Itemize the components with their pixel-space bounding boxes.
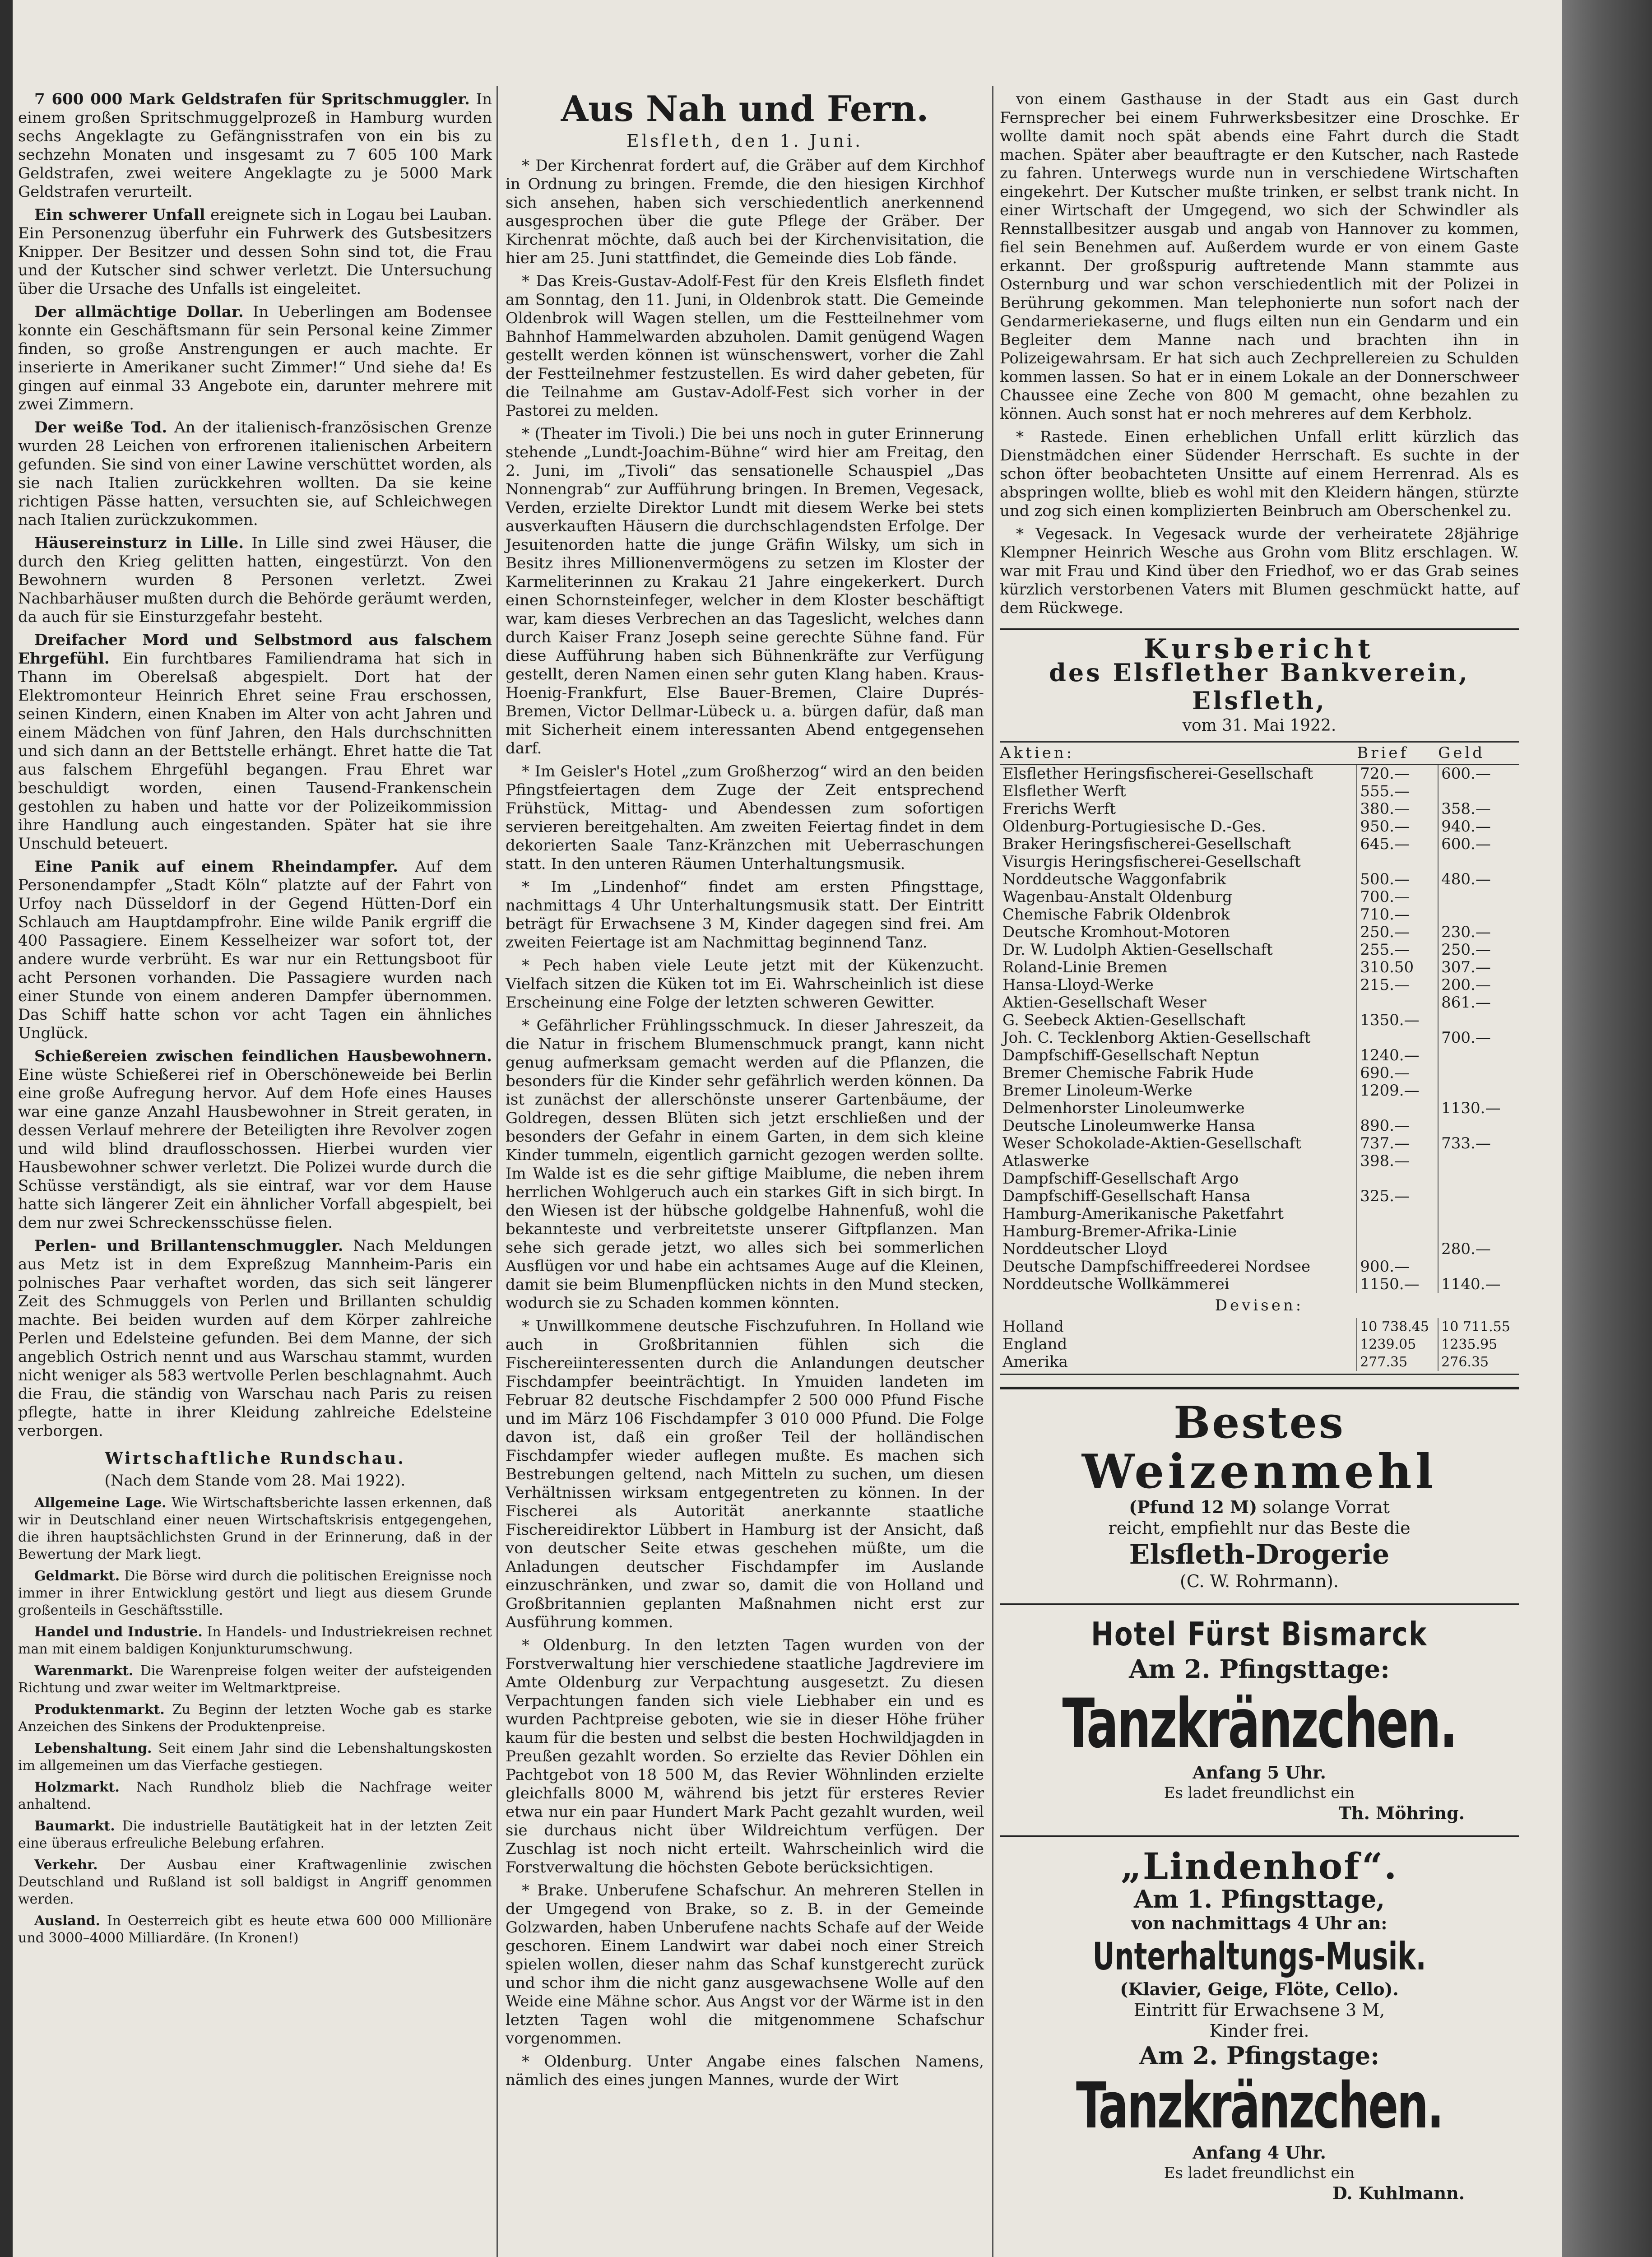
- stock-name: Frerichs Werft: [1002, 800, 1116, 818]
- review-item: [18, 1779, 492, 1813]
- stock-name: Dampfschiff-Gesellschaft Hansa: [1002, 1188, 1251, 1205]
- news-paragraph: * Im Geisler's Hotel „zum Großherzog“ wird an den beiden Pfingstfeiertagen dem Zuge der Zeit entsprechend Frühstück, Mittag- und Abendessen zum sofortigen servieren bereitgehalten. Am zweiten Feiertag findet in dem dekorierten Saale Tanz-Kränzchen mit Ueberraschungen statt. In den unteren Räumen Unterhaltungsmusik.: [506, 762, 984, 873]
- col-header-aktien: Aktien:: [1000, 742, 1357, 765]
- geld-value: [1438, 888, 1519, 906]
- table-row: [1000, 836, 1519, 853]
- ad-text: Am 1. Pfingsttage,: [1133, 1885, 1385, 1913]
- table-row: [1000, 1336, 1519, 1353]
- news-item-headline: Schießereien zwischen feindlichen Hausbewohnern.: [34, 1047, 492, 1065]
- news-item: [18, 631, 492, 853]
- brief-value: 10 738.45: [1357, 1318, 1438, 1336]
- review-item: [18, 1818, 492, 1852]
- brief-value: 1239.05: [1357, 1336, 1438, 1353]
- ad-text: (C. W. Rohrmann).: [1180, 1571, 1339, 1591]
- advert-hotel-fuerst-bismarck: [1000, 1603, 1519, 1824]
- news-item-text: Auf dem Personendampfer „Stadt Köln“ platzte auf der Fahrt von Urfoy nach Düsseldorf in der Gegend Hütten-Dorf ein Schlauch am Hauptdampfrohr. Eine wilde Panik ergriff die 400 Passagiere. Einem Kesselheizer war sofort tot, der andere wurde verbrüht. Es war nur ein Rettungsboot für acht Personen vorhanden. Die Passagiere wurden nach einer Stunde von einem anderen Dampfer übernommen. Das Schiff hatte schon vor acht Tagen ein ähnliches Unglück.: [18, 858, 492, 1042]
- stock-name: Weser Schokolade-Aktien-Gesellschaft: [1002, 1135, 1301, 1152]
- news-item-headline: Perlen- und Brillantenschmuggler.: [34, 1237, 343, 1255]
- brief-value: 255.—: [1357, 941, 1438, 959]
- news-item-headline: Eine Panik auf einem Rheindampfer.: [34, 858, 398, 876]
- ad-text: Es ladet freundlichst ein: [1164, 2164, 1355, 2182]
- review-item-text: Der Ausbau einer Kraftwagenlinie zwischen Deutschland und Rußland ist soll baldigst in Angriff genommen werden.: [18, 1857, 492, 1907]
- column-title: Aus Nah und Fern.: [561, 88, 929, 130]
- news-item-text: Ein furchtbares Familiendrama hat sich in Thann im Oberelsaß abgespielt. Dort hat der Elektromonteur Heinrich Ehret seine Frau erschossen, seinen Kindern, einen Knaben im Alter von acht Jahren und einem Mädchen von fünf Jahren, den Hals durchschnitten und sich dann an der Bettstelle erhängt. Ehret hatte die Tat aus falschem Ehrgefühl begangen. Frau Ehret war beschuldigt worden, einen Tausend-Frankenschein gestohlen zu haben und hatte vor der Polizeikommission ihre Handlung auch eingestanden. Später hat sie ihre Unschuld beteuert.: [18, 650, 492, 853]
- kursbericht-table-wrap: [1000, 741, 1519, 1375]
- review-item: [18, 1701, 492, 1736]
- brief-value: 1240.—: [1357, 1047, 1438, 1064]
- ad-text: Anfang 5 Uhr.: [1193, 1762, 1326, 1783]
- stock-name: Deutsche Kromhout-Motoren: [1002, 924, 1230, 941]
- news-paragraph: * Im „Lindenhof“ findet am ersten Pfingsttage, nachmittags 4 Uhr Unterhaltungsmusik statt. Der Eintritt beträgt für Erwachsene 3 M, Kinder dagegen sind frei. Am zweiten Feiertage ist am Nachmittag beginnend Tanz.: [506, 878, 984, 952]
- table-row: [1000, 853, 1519, 871]
- ad-headline: Tanzkränzchen.: [1062, 1685, 1457, 1763]
- table-row: [1000, 1117, 1519, 1135]
- review-item-text: In Handels- und Industriekreisen rechnet man mit einem baldigen Konjunkturumschwung.: [18, 1624, 492, 1657]
- table-row: [1000, 1047, 1519, 1064]
- geld-value: 1130.—: [1438, 1100, 1519, 1117]
- col-header-brief: Brief: [1357, 742, 1438, 765]
- stock-name: Braker Heringsfischerei-Gesellschaft: [1002, 836, 1291, 853]
- brief-value: 555.—: [1357, 783, 1438, 800]
- review-item-headline: Baumarkt.: [34, 1818, 115, 1834]
- geld-value: [1438, 1188, 1519, 1205]
- stock-name: Hamburg-Amerikanische Paketfahrt: [1002, 1205, 1284, 1223]
- geld-value: [1438, 1205, 1519, 1223]
- brief-value: 890.—: [1357, 1117, 1438, 1135]
- news-item: [18, 90, 492, 201]
- section-subheading: (Nach dem Stande vom 28. Mai 1922).: [104, 1472, 406, 1490]
- table-row: [1000, 959, 1519, 976]
- stock-name: Hamburg-Bremer-Afrika-Linie: [1002, 1223, 1237, 1240]
- geld-value: 358.—: [1438, 800, 1519, 818]
- table-row: [1000, 941, 1519, 959]
- news-item: [18, 534, 492, 627]
- table-row: [1000, 765, 1519, 783]
- review-item-headline: Produktenmarkt.: [34, 1702, 165, 1718]
- stock-name: Joh. C. Tecklenborg Aktien-Gesellschaft: [1002, 1029, 1311, 1047]
- news-paragraph: * Pech haben viele Leute jetzt mit der Kükenzucht. Vielfach sitzen die Küken tot im Ei. Wahrscheinlich ist diese Erscheinung eine Folge der letzten schweren Gewitter.: [506, 957, 984, 1012]
- geld-value: 480.—: [1438, 871, 1519, 888]
- table-row: [1000, 871, 1519, 888]
- local-news-continued: [1000, 90, 1519, 618]
- news-item: [18, 206, 492, 298]
- news-item-text: In Ueberlingen am Bodensee konnte ein Geschäftsmann für sein Personal keine Zimmer finden, so große Anstrengungen er auch machte. Er inserierte in Amerikaner sucht Zimmer!“ Und siehe da! Es gingen auf einmal 33 Angebote ein, darunter mehrere mit zwei Zimmern.: [18, 303, 492, 413]
- stock-name: Dr. W. Ludolph Aktien-Gesellschaft: [1002, 941, 1273, 959]
- news-item-headline: Ein schwerer Unfall: [34, 206, 205, 224]
- table-row: [1000, 1188, 1519, 1205]
- stock-name: G. Seebeck Aktien-Gesellschaft: [1002, 1012, 1246, 1029]
- table-row: [1000, 1152, 1519, 1170]
- news-paragraph: * Oldenburg. In den letzten Tagen wurden von der Forstverwaltung hier verschiedene staatliche Jagdreviere im Amte Oldenburg zur Verpachtung ausgesetzt. Zu diesen Verpachtungen fanden sich viele Liebhaber ein und es wurden Pachtpreise geboten, wie sie in dieser Höhe früher kaum für die besten und selbst die besten Hochwildjagden in Preußen gezahlt worden. So erzielte das Revier Döhlen ein Pachtgebot von 18 500 M, das Revier Wöhnlinden erzielte gleichfalls 8000 M, während bis jetzt für ersteres Revier etwa nur ein paar Hundert Mark Pacht gezahlt wurden, weil sie durchaus nicht über Wildreichtum verfügen. Der Zuschlag ist noch nicht erteilt. Wahrscheinlich wird die Forstverwaltung die höchsten Gebote berücksichtigen.: [506, 1636, 984, 1876]
- table-row: [1000, 994, 1519, 1012]
- stock-name: Deutsche Linoleumwerke Hansa: [1002, 1117, 1255, 1135]
- brief-value: 250.—: [1357, 924, 1438, 941]
- stock-name: Aktien-Gesellschaft Weser: [1002, 994, 1207, 1012]
- devisen-label: Devisen:: [1215, 1296, 1304, 1314]
- brief-value: 950.—: [1357, 818, 1438, 836]
- geld-value: [1438, 1082, 1519, 1100]
- stock-name: Norddeutsche Wollkämmerei: [1002, 1276, 1230, 1293]
- news-paragraph: * Der Kirchenrat fordert auf, die Gräber auf dem Kirchhof in Ordnung zu bringen. Fremde, die den hiesigen Kirchhof sich ansehen, haben sich verschiedentlich anerkennend ausgesprochen über die gute Pflege der Gräber. Der Kirchenrat möchte, daß auch bei der Kirchenvisitation, die hier am 25. Juni stattfindet, die Gemeinde dies Lob fände.: [506, 157, 984, 267]
- brief-value: 215.—: [1357, 976, 1438, 994]
- currency-name: England: [1002, 1336, 1067, 1353]
- news-paragraph: * Unwillkommene deutsche Fischzufuhren. In Holland wie auch in Großbritannien fühlen sich die Fischereiinteressenten durch die Anlandungen deutscher Fischdampfer beeinträchtigt. In Ymuiden landeten im Februar 82 deutsche Fischdampfer 2 500 000 Pfund Fische und im März 106 Fischdampfer 3 010 000 Pfund. Die Folge davon ist, daß ein großer Teil der holländischen Fischdampfer wieder auflegen mußte. Es machen sich Bestrebungen geltend, nach Mitteln zu suchen, um diesen Verhältnissen wirksam entgegentreten zu können. In der Fischerei als Autorität anerkannte staatliche Fischereidirektor Lübbert in Hamburg ist der Ansicht, daß von deutscher Seite etwas geschehen müßte, um die Anladungen deutscher Fischdampfer im Auslande einzuschränken, und zwar so, damit die von Holland und Großbritannien geplanten Maßnahmen nicht erst zur Ausführung kommen.: [506, 1317, 984, 1631]
- geld-value: 280.—: [1438, 1240, 1519, 1258]
- geld-value: 940.—: [1438, 818, 1519, 836]
- table-row: [1000, 976, 1519, 994]
- news-paragraph: * Vegesack. In Vegesack wurde der verheiratete 28jährige Klempner Heinrich Wesche aus Grohn vom Blitz erschlagen. W. war mit Frau und Kind über den Friedhof, wo er das Grab seines kürzlich verstorbenen Vaters mit Blumen geschmückt hatte, auf dem Rückwege.: [1000, 525, 1519, 617]
- review-item: [18, 1495, 492, 1563]
- review-item: [18, 1740, 492, 1774]
- ad-headline: Weizenmehl: [1081, 1444, 1437, 1499]
- geld-value: 733.—: [1438, 1135, 1519, 1152]
- devisen-heading-row: [1000, 1293, 1519, 1318]
- geld-value: 700.—: [1438, 1029, 1519, 1047]
- stock-name: Norddeutsche Waggonfabrik: [1002, 871, 1226, 888]
- ad-text: Es ladet freundlichst ein: [1164, 1784, 1355, 1802]
- news-item-text: An der italienisch-französischen Grenze wurden 28 Leichen von erfrorenen italienischen Arbeitern gefunden. Sie sind von einer Lawine verschüttet worden, als sie nach Italien zurückkehren wollten. Da sie keine richtigen Pässe hatten, versuchten sie, auf Schleichwegen nach Italien zurückzukommen.: [18, 418, 492, 529]
- table-row: [1000, 1100, 1519, 1117]
- divider: [1000, 628, 1519, 630]
- brief-value: 645.—: [1357, 836, 1438, 853]
- news-item-headline: Häusereinsturz in Lille.: [34, 534, 244, 552]
- stock-name: Oldenburg-Portugiesische D.-Ges.: [1002, 818, 1266, 836]
- table-row: [1000, 1064, 1519, 1082]
- brief-value: 1150.—: [1357, 1276, 1438, 1293]
- ad-text: Eintritt für Erwachsene 3 M,: [1133, 2000, 1385, 2020]
- table-row: [1000, 783, 1519, 800]
- table-row: [1000, 1082, 1519, 1100]
- stock-name: Atlaswerke: [1002, 1152, 1090, 1170]
- brief-value: 1350.—: [1357, 1012, 1438, 1029]
- review-item-text: Zu Beginn der letzten Woche gab es starke Anzeichen des Sinkens der Produktenpreise.: [18, 1702, 492, 1735]
- geld-value: 250.—: [1438, 941, 1519, 959]
- brief-value: 500.—: [1357, 871, 1438, 888]
- page-edge: [1562, 0, 1652, 2257]
- brief-value: 380.—: [1357, 800, 1438, 818]
- brief-value: 710.—: [1357, 906, 1438, 924]
- review-item: [18, 1663, 492, 1697]
- ad-headline: Unterhaltungs-Musik.: [1092, 1934, 1426, 1978]
- review-item-headline: Handel und Industrie.: [34, 1624, 203, 1640]
- brief-value: 398.—: [1357, 1152, 1438, 1170]
- news-item-headline: 7 600 000 Mark Geldstrafen für Spritschmuggler.: [34, 90, 470, 108]
- brief-value: 700.—: [1357, 888, 1438, 906]
- stock-name: Roland-Linie Bremen: [1002, 959, 1168, 976]
- stock-name: Bremer Linoleum-Werke: [1002, 1082, 1193, 1100]
- geld-value: [1438, 1064, 1519, 1082]
- table-row: [1000, 1170, 1519, 1188]
- news-item: [18, 418, 492, 529]
- news-paragraph: * Gefährlicher Frühlingsschmuck. In dieser Jahreszeit, da die Natur in frischem Blumenschmuck prangt, kann nicht genug aufmerksam gemacht werden auf die Pflanzen, die besonders für die Kinder sehr gefährlich werden können. Da ist zunächst der allerschönste unserer Gartenbäume, der Goldregen, dessen Blüten sich jetzt erschließen und der besonders der Gefahr in einem Garten, in dem sich kleine Kinder tummeln, eigentlich garnicht gezogen werden sollte. Im Walde ist es die sehr giftige Maiblume, die neben ihrem herrlichen Wohlgeruch auch ein starkes Gift in sich birgt. In den Wiesen ist der hübsche goldgelbe Hahnenfuß, wohl die bekannteste und verbreitetste unserer Giftpflanzen. Man sehe sich gerade jetzt, wo alles sich bei sommerlichen Ausflügen vor und habe ein achtsames Auge auf die Kleinen, damit sie beim Blumenpflücken nichts in den Mund stecken, wodurch sie zu Schaden kommen könnten.: [506, 1017, 984, 1312]
- advert-weizenmehl: [1000, 1387, 1519, 1592]
- currency-name: Holland: [1002, 1318, 1064, 1336]
- ad-advertiser: D. Kuhlmann.: [1332, 2183, 1465, 2203]
- brief-value: [1357, 1205, 1438, 1223]
- ad-advertiser: Th. Möhring.: [1338, 1803, 1465, 1823]
- geld-value: [1438, 1152, 1519, 1170]
- news-paragraph: * Oldenburg. Unter Angabe eines falschen Namens, nämlich des eines jungen Mannes, wurde der Wirt: [506, 2053, 984, 2089]
- geld-value: [1438, 1047, 1519, 1064]
- kursbericht-table: [1000, 741, 1519, 1371]
- news-item: [18, 1237, 492, 1440]
- news-paragraph: * Rastede. Einen erheblichen Unfall erlitt kürzlich das Dienstmädchen einer Südender Herrschaft. Es suchte in der schon öfter beobachteten Unsitte auf einem Herrenrad. Als es abspringen wollte, blieb es wohl mit den Kleidern hängen, stürzte und zog sich einen komplizierten Beinbruch am Oberschenkel zu.: [1000, 428, 1519, 520]
- news-item-text: ereignete sich in Logau bei Lauban. Ein Personenzug überfuhr ein Fuhrwerk des Gutsbesitzers Knipper. Der Besitzer und dessen Sohn sind tot, die Frau und der Kutscher sind schwer verletzt. Die Untersuchung über die Ursache des Unfalls ist eingeleitet.: [18, 206, 492, 298]
- table-row: [1000, 888, 1519, 906]
- ad-text: Kinder frei.: [1209, 2021, 1309, 2041]
- table-row: [1000, 1318, 1519, 1336]
- brief-value: [1357, 1029, 1438, 1047]
- table-row: [1000, 1276, 1519, 1293]
- brief-value: [1357, 1170, 1438, 1188]
- brief-value: [1357, 1223, 1438, 1240]
- col-header-geld: Geld: [1438, 742, 1519, 765]
- geld-value: [1438, 1258, 1519, 1276]
- geld-value: 10 711.55: [1438, 1318, 1519, 1336]
- news-item-text: In einem großen Spritschmuggelprozeß in Hamburg wurden sechs Angeklagte zu Gefängnisstrafen von ein bis zu sechzehn Monaten und insgesamt zu 7 605 100 Mark Geldstrafen, zwei weitere Angeklagte zu je 5000 Mark Geldstrafen verurteilt.: [18, 90, 492, 201]
- table-row: [1000, 818, 1519, 836]
- section-heading: Wirtschaftliche Rundschau.: [105, 1449, 405, 1468]
- review-item-headline: Warenmarkt.: [34, 1663, 134, 1679]
- ad-text: Am 2. Pfingstage:: [1139, 2041, 1380, 2070]
- brief-value: [1357, 994, 1438, 1012]
- stock-name: Delmenhorster Linoleumwerke: [1002, 1100, 1245, 1117]
- stock-name: Bremer Chemische Fabrik Hude: [1002, 1064, 1254, 1082]
- geld-value: 230.—: [1438, 924, 1519, 941]
- table-row: [1000, 1223, 1519, 1240]
- ad-headline: Tanzkränzchen.: [1076, 2069, 1443, 2143]
- brief-value: 720.—: [1357, 765, 1438, 783]
- news-item-text: Eine wüste Schießerei rief in Oberschöneweide bei Berlin eine große Aufregung hervor. Auf dem Hofe eines Hauses war eine ganze Anzahl Hausbewohner in Streit geraten, in dessen Verlauf mehrere der Beteiligten ihre Revolver zogen und wild blind drauflosschossen. Hierbei wurden vier Hausbewohner schwer verletzt. Die Polizei wurde durch die Schüsse verständigt, als sie eintraf, war vor dem Hause hatte sich längerer Zeit ein ähnlicher Vorfall abgespielt, bei dem nur zwei Schreckensschüsse fielen.: [18, 1066, 492, 1232]
- review-item-text: Wie Wirtschaftsberichte lassen erkennen, daß wir in Deutschland einer neuen Wirtschaftskrisis entgegengehen, die ihren hauptsächlichsten Grund in der Erinnerung, daß in der Bewertung der Mark liegt.: [18, 1495, 492, 1562]
- geld-value: [1438, 906, 1519, 924]
- ad-text: (Klavier, Geige, Flöte, Cello).: [1120, 1979, 1399, 1999]
- review-item-headline: Holzmarkt.: [34, 1779, 120, 1795]
- stock-name: Deutsche Dampfschiffreederei Nordsee: [1002, 1258, 1311, 1276]
- ad-headline: Bestes: [1174, 1397, 1345, 1448]
- review-item-text: Seit einem Jahr sind die Lebenshaltungskosten im allgemeinen um das Vierfache gestiegen.: [18, 1741, 492, 1774]
- review-item-text: Die industrielle Bautätigkeit hat in der letzten Zeit eine überaus erfreuliche Belebung erfahren.: [18, 1818, 492, 1851]
- news-item-headline: Dreifacher Mord und Selbstmord aus falschem Ehrgefühl.: [18, 631, 492, 668]
- geld-value: [1438, 1223, 1519, 1240]
- ad-headline: „Lindenhof“.: [1120, 1845, 1398, 1887]
- column-middle: [506, 90, 984, 2257]
- brief-value: [1357, 1240, 1438, 1258]
- kursbericht-title: Kursbericht: [1143, 633, 1375, 665]
- geld-value: [1438, 853, 1519, 871]
- table-row: [1000, 1012, 1519, 1029]
- news-item-text: In Lille sind zwei Häuser, die durch den Krieg gelitten hatten, eingestürzt. Von den Bewohnern wurden 8 Personen verletzt. Zwei Nachbarhäuser mußten durch die Behörde geräumt werden, da auch für sie Einsturzgefahr besteht.: [18, 534, 492, 626]
- stock-name: Wagenbau-Anstalt Oldenburg: [1002, 888, 1232, 906]
- brief-value: 690.—: [1357, 1064, 1438, 1082]
- review-item-headline: Geldmarkt.: [34, 1568, 120, 1584]
- news-items: [18, 90, 492, 1440]
- brief-value: 900.—: [1357, 1258, 1438, 1276]
- table-row: [1000, 1240, 1519, 1258]
- review-item-text: Die Börse wird durch die politischen Ereignisse noch immer in ihrer Entwicklung gestört und liegt aus diesem Grunde großenteils in Geschäftsstille.: [18, 1568, 492, 1618]
- stock-name: Norddeutscher Lloyd: [1002, 1240, 1168, 1258]
- geld-value: [1438, 783, 1519, 800]
- currency-name: Amerika: [1002, 1353, 1068, 1371]
- geld-value: 1235.95: [1438, 1336, 1519, 1353]
- brief-value: [1357, 1100, 1438, 1117]
- review-item-headline: Ausland.: [34, 1913, 101, 1929]
- review-item-headline: Lebenshaltung.: [34, 1741, 152, 1756]
- stock-name: Elsflether Werft: [1002, 783, 1126, 800]
- geld-value: [1438, 1012, 1519, 1029]
- stock-name: Dampfschiff-Gesellschaft Argo: [1002, 1170, 1239, 1188]
- stock-name: Dampfschiff-Gesellschaft Neptun: [1002, 1047, 1260, 1064]
- news-paragraph: * Das Kreis-Gustav-Adolf-Fest für den Kreis Elsfleth findet am Sonntag, den 11. Juni, in Oldenbrok statt. Die Gemeinde Oldenbrok will Wagen stellen, um die Festteilnehmer vom Bahnhof Hammelwarden abzuholen. Damit genügend Wagen gestellt werden können ist wünschenswert, vorher die Zahl der Festteilnehmer festzustellen. Es wird daher gebeten, für die Teilnahme am Gustav-Adolf-Fest sich vorher in der Pastorei zu melden.: [506, 272, 984, 420]
- ad-text: (Pfund 12 M) solange Vorrat: [1129, 1497, 1390, 1517]
- brief-value: 1209.—: [1357, 1082, 1438, 1100]
- column-left: [18, 90, 492, 2257]
- news-paragraph: von einem Gasthause in der Stadt aus ein Gast durch Fernsprecher bei einem Fuhrwerksbesitzer eine Droschke. Er wollte damit noch spät abends eine Fahrt durch die Stadt machen. Später aber beauftragte er den Kutscher, nach Rastede zu fahren. Unterwegs wurde nun in verschiedene Wirtschaften eingekehrt. Der Kutscher mußte trinken, er selbst trank nicht. In einer Wirtschaft der Umgegend, wo sich der Schwindler als Rennstallbesitzer ausgab und angab von Hannover zu kommen, fiel sein Benehmen auf. Außerdem wurde er von einem Gaste erkannt. Der großspurig auftretende Mann stammte aus Osternburg und war schon verschiedentlich mit der Polizei in Berührung gekommen. Man telephonierte nun sofort nach der Gendarmeriekaserne, und flugs eilten nun ein Gendarm und ein Begleiter dem Manne nach und brachten ihn in Polizeigewahrsam. Er hat sich auch Zechprellereien zu Schulden kommen lassen. So hat er in einem Lokale an der Donnerschweer Chaussee eine Zeche von 800 M gemacht, ohne bezahlen zu können. Auch sonst hat er noch mehreres auf dem Kerbholz.: [1000, 90, 1519, 423]
- table-row: [1000, 1258, 1519, 1276]
- ad-advertiser: Elsfleth-Drogerie: [1129, 1539, 1390, 1570]
- local-news: [506, 157, 984, 2090]
- ad-headline: Hotel Fürst Bismarck: [1091, 1615, 1428, 1653]
- column-divider: [992, 86, 993, 2257]
- review-item: [18, 1568, 492, 1619]
- news-paragraph: * Brake. Unberufene Schafschur. An mehreren Stellen in der Umgegend von Brake, so z. B. in der Gemeinde Golzwarden, haben Unberufene nachts Schafe auf der Weide geschoren. Einem Landwirt war dabei noch einer Streich spielen wollen, dieser nahm das Schaf kunstgerecht zurück und schor ihm die nicht ganz ausgewachsene Wolle auf den Weide eine Mähne schor. Aus Angst vor der Wärme ist in den letzten Tagen wohl die mitgenommene Schafschur vorgenommen.: [506, 1881, 984, 2048]
- ad-text: reicht, empfiehlt nur das Beste die: [1108, 1518, 1411, 1538]
- geld-value: 1140.—: [1438, 1276, 1519, 1293]
- review-item-text: Nach Rundholz blieb die Nachfrage weiter anhaltend.: [18, 1779, 492, 1812]
- table-row: [1000, 1353, 1519, 1371]
- news-item-headline: Der weiße Tod.: [34, 418, 167, 437]
- review-item: [18, 1624, 492, 1658]
- advert-lindenhof: [1000, 1835, 1519, 2204]
- binding-strip: [0, 0, 13, 2257]
- kursbericht-date: vom 31. Mai 1922.: [1182, 716, 1336, 735]
- geld-value: 861.—: [1438, 994, 1519, 1012]
- brief-value: 737.—: [1357, 1135, 1438, 1152]
- geld-value: 200.—: [1438, 976, 1519, 994]
- geld-value: [1438, 1170, 1519, 1188]
- table-row: [1000, 924, 1519, 941]
- ad-text: Anfang 4 Uhr.: [1193, 2142, 1326, 2163]
- table-row: [1000, 1029, 1519, 1047]
- news-item: [18, 303, 492, 414]
- brief-value: 325.—: [1357, 1188, 1438, 1205]
- geld-value: 276.35: [1438, 1353, 1519, 1371]
- news-paragraph: * (Theater im Tivoli.) Die bei uns noch in guter Erinnerung stehende „Lundt-Joachim-Bühne“ wird hier am Freitag, den 2. Juni, im „Tivoli“ das sensationelle Schauspiel „Das Nonnengrab“ zur Aufführung bringen. In Bremen, Vegesack, Verden, erzielte Direktor Lundt mit diesem Werke bei stets ausverkauften Häusern die durchschlagendsten Erfolge. Der Jesuitenorden hatte die junge Gräfin Wilsky, um sich in Besitz ihres Millionenvermögens zu setzen im Kloster der Karmeliterinnen zu Krakau 21 Jahre eingekerkert. Durch einen Schornsteinfeger, welcher in dem Kloster beschäftigt war, kam dieses Verbrechen an das Tageslicht, welches dann durch Kaiser Franz Joseph seine gerechte Sühne fand. Für diese Aufführung haben sich Bühnenkräfte zur Verfügung gestellt, deren Namen einen sehr guten Klang haben. Kraus-Hoenig-Frankfurt, Else Bauer-Bremen, Claire Duprés-Bremen, Victor Dellmar-Lübeck u. a. bürgen dafür, daß man mit Sicherheit einem interessanten Abend entgegensehen darf.: [506, 425, 984, 757]
- review-item-headline: Allgemeine Lage.: [34, 1495, 167, 1511]
- review-item: [18, 1857, 492, 1908]
- column-right: [1000, 90, 1519, 2257]
- brief-value: 277.35: [1357, 1353, 1438, 1371]
- news-item: [18, 1047, 492, 1232]
- news-item-text: Nach Meldungen aus Metz ist in dem Expreßzug Mannheim-Paris ein polnisches Paar verhaftet worden, das sich seit längerer Zeit des Schmuggels von Perlen und Brillanten schuldig machte. Bei beiden wurden auf dem Körper zahlreiche Perlen und Edelsteine gefunden. Bei dem Manne, der sich angeblich Ostrich nennt und aus Warschau stammt, wurden nicht weniger als 583 wertvolle Perlen beschlagnahmt. Auch die Frau, die ständig von Warschau nach Paris zu reisen pflegte, hatte in ihrer Kleidung zahlreiche Edelsteine verborgen.: [18, 1237, 492, 1440]
- geld-value: 600.—: [1438, 765, 1519, 783]
- review-item-text: In Oesterreich gibt es heute etwa 600 000 Millionäre und 3000–4000 Milliardäre. (In Kronen!): [18, 1913, 492, 1946]
- review-item-text: Die Warenpreise folgen weiter der aufsteigenden Richtung und zwar weiter im Weltmarktpreise.: [18, 1663, 492, 1696]
- stock-name: Chemische Fabrik Oldenbrok: [1002, 906, 1230, 924]
- table-row: [1000, 1135, 1519, 1152]
- geld-value: 600.—: [1438, 836, 1519, 853]
- brief-value: [1357, 853, 1438, 871]
- brief-value: 310.50: [1357, 959, 1438, 976]
- news-item-headline: Der allmächtige Dollar.: [34, 303, 244, 321]
- table-row: [1000, 800, 1519, 818]
- column-divider: [497, 86, 498, 2257]
- table-row: [1000, 1205, 1519, 1223]
- review-item-headline: Verkehr.: [34, 1857, 98, 1873]
- news-item: [18, 858, 492, 1043]
- dateline: Elsfleth, den 1. Juni.: [626, 131, 863, 151]
- economic-review: [18, 1495, 492, 1947]
- ad-text: von nachmittags 4 Uhr an:: [1131, 1913, 1387, 1933]
- stock-name: Elsflether Heringsfischerei-Gesellschaft: [1002, 765, 1313, 783]
- table-row: [1000, 906, 1519, 924]
- kursbericht-subtitle: des Elsflether Bankverein, Elsfleth,: [1049, 658, 1470, 715]
- stock-name: Hansa-Lloyd-Werke: [1002, 976, 1154, 994]
- review-item: [18, 1913, 492, 1947]
- ad-text: Am 2. Pfingsttage:: [1129, 1654, 1390, 1684]
- geld-value: [1438, 1117, 1519, 1135]
- stock-name: Visurgis Heringsfischerei-Gesellschaft: [1002, 853, 1301, 871]
- geld-value: 307.—: [1438, 959, 1519, 976]
